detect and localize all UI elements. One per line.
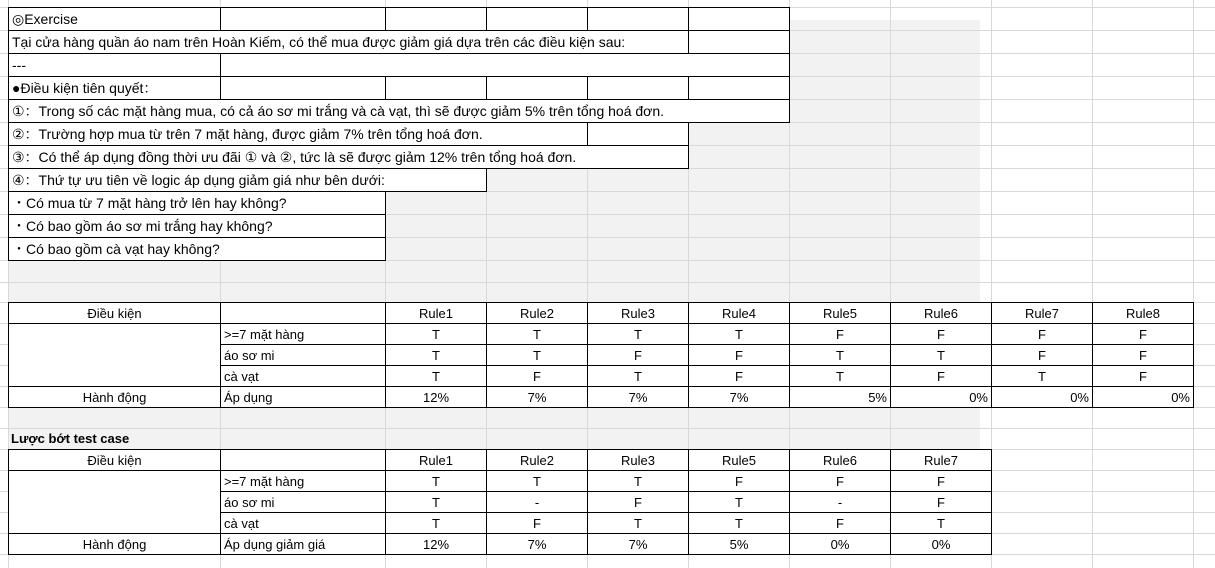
empty-cell[interactable] <box>688 76 790 100</box>
action-header-text: Hành động <box>82 536 147 552</box>
action-header-text: Hành động <box>82 389 147 405</box>
action-value-text: 0% <box>830 536 850 552</box>
condition-value-text: - <box>534 494 540 510</box>
condition-value-text: T <box>432 515 440 531</box>
condition-value-text: F <box>1038 347 1046 363</box>
condition-value[interactable] <box>688 491 790 513</box>
priority-item-text: ・Có bao gồm cà vạt hay không? <box>12 241 220 257</box>
condition-value[interactable] <box>385 365 487 387</box>
action-value-text: 7% <box>628 536 648 552</box>
condition-value[interactable] <box>1092 323 1194 345</box>
table2-title-text: Lược bớt test case <box>11 431 130 446</box>
condition-label[interactable] <box>220 491 386 513</box>
empty-cell[interactable] <box>220 449 386 471</box>
empty-cell[interactable] <box>587 76 689 100</box>
condition-header[interactable] <box>8 449 221 471</box>
intro-text-text: Tại cửa hàng quần áo nam trên Hoàn Kiếm, có thể mua được giảm giá dựa trên các điều kiện sau: <box>12 34 626 50</box>
action-value[interactable] <box>587 386 689 408</box>
rule-2-text-text: ②：Trường hợp mua từ trên 7 mặt hàng, được giảm 7% trên tổng hoá đơn. <box>12 126 483 142</box>
condition-value-text: T <box>533 347 541 363</box>
condition-value-text: F <box>937 326 945 342</box>
action-label[interactable] <box>220 386 386 408</box>
action-value-text: 0% <box>1070 389 1089 405</box>
condition-value-text: F <box>937 494 945 510</box>
condition-value[interactable] <box>1092 344 1194 366</box>
condition-value[interactable] <box>486 491 588 513</box>
condition-value-text: T <box>432 368 440 384</box>
condition-value[interactable] <box>890 365 992 387</box>
condition-label-text: >=7 mặt hàng <box>224 326 305 342</box>
empty-cell[interactable] <box>220 76 386 100</box>
rule-2-text[interactable] <box>8 122 588 146</box>
action-header[interactable] <box>8 533 221 555</box>
condition-value-text: F <box>735 347 743 363</box>
condition-value[interactable] <box>486 512 588 534</box>
condition-value-text: T <box>634 326 642 342</box>
condition-value-text: F <box>735 473 743 489</box>
priority-item[interactable] <box>8 214 386 238</box>
condition-value-text: F <box>937 473 945 489</box>
condition-merged-cell[interactable] <box>8 323 221 387</box>
condition-value-text: F <box>533 368 541 384</box>
condition-value-text: F <box>533 515 541 531</box>
action-value[interactable] <box>991 386 1093 408</box>
condition-value[interactable] <box>688 512 790 534</box>
condition-value[interactable] <box>890 512 992 534</box>
rule-header-text: Rule3 <box>621 305 655 321</box>
empty-cell[interactable] <box>688 7 790 31</box>
condition-value[interactable] <box>789 323 891 345</box>
rule-4-text[interactable] <box>8 168 487 192</box>
condition-value-text: F <box>1038 326 1046 342</box>
rule-header[interactable] <box>789 449 891 471</box>
condition-value[interactable] <box>587 470 689 492</box>
condition-value-text: T <box>937 347 945 363</box>
empty-cell[interactable] <box>587 7 689 31</box>
empty-cell[interactable] <box>220 302 386 324</box>
rule-header[interactable] <box>587 302 689 324</box>
rule-header-text: Rule6 <box>924 305 958 321</box>
condition-value[interactable] <box>991 323 1093 345</box>
condition-value-text: T <box>735 326 743 342</box>
condition-value[interactable] <box>789 365 891 387</box>
empty-cell[interactable] <box>587 122 689 146</box>
intro-text[interactable] <box>8 30 689 54</box>
action-value[interactable] <box>385 533 487 555</box>
condition-value[interactable] <box>890 323 992 345</box>
condition-header-text: Điều kiện <box>87 305 142 321</box>
condition-value[interactable] <box>587 365 689 387</box>
action-value-text: 0% <box>1171 389 1190 405</box>
condition-value[interactable] <box>789 344 891 366</box>
condition-value[interactable] <box>587 512 689 534</box>
condition-value[interactable] <box>688 323 790 345</box>
condition-value-text: T <box>432 347 440 363</box>
condition-value[interactable] <box>991 365 1093 387</box>
action-value[interactable] <box>789 386 891 408</box>
separator-text-text: --- <box>12 57 26 73</box>
condition-value-text: T <box>937 515 945 531</box>
rule-header-text: Rule5 <box>722 452 756 468</box>
condition-value-text: F <box>1139 326 1147 342</box>
rule-header-text: Rule7 <box>924 452 958 468</box>
action-value[interactable] <box>486 386 588 408</box>
condition-label[interactable] <box>220 365 386 387</box>
rule-header-text: Rule1 <box>419 452 453 468</box>
condition-value-text: F <box>937 368 945 384</box>
condition-value[interactable] <box>789 491 891 513</box>
condition-value[interactable] <box>587 344 689 366</box>
rule-3-text-text: ③：Có thể áp dụng đồng thời ưu đãi ① và ②, tức là sẽ được giảm 12% trên tổng hoá đơn. <box>12 149 577 165</box>
action-value-text: 12% <box>422 389 450 405</box>
prereq-heading-text: ●Điều kiện tiên quyết： <box>12 80 158 96</box>
condition-value[interactable] <box>385 344 487 366</box>
condition-value-text: - <box>837 494 843 510</box>
rule-header-text: Rule5 <box>823 305 857 321</box>
rule-header[interactable] <box>688 302 790 324</box>
condition-label-text: cà vạt <box>224 515 259 531</box>
condition-value-text: T <box>634 473 642 489</box>
condition-value-text: T <box>533 473 541 489</box>
condition-value[interactable] <box>486 344 588 366</box>
rule-header[interactable] <box>688 449 790 471</box>
rule-4-text-text: ④：Thứ tự ưu tiên về logic áp dụng giảm giá như bên dưới: <box>12 172 385 188</box>
rule-header-text: Rule4 <box>722 305 756 321</box>
rule-header[interactable] <box>789 302 891 324</box>
condition-value[interactable] <box>486 323 588 345</box>
condition-value[interactable] <box>991 344 1093 366</box>
rule-header[interactable] <box>385 449 487 471</box>
action-header[interactable] <box>8 386 221 408</box>
condition-value-text: T <box>1038 368 1046 384</box>
table2-title[interactable] <box>8 428 308 449</box>
action-value-text: 7% <box>628 389 648 405</box>
condition-value-text: T <box>634 368 642 384</box>
condition-value-text: T <box>432 494 440 510</box>
condition-value[interactable] <box>486 365 588 387</box>
action-value[interactable] <box>587 533 689 555</box>
action-label[interactable] <box>220 533 386 555</box>
condition-value[interactable] <box>688 365 790 387</box>
condition-value[interactable] <box>688 344 790 366</box>
rule-header[interactable] <box>991 302 1093 324</box>
rule-1-text[interactable] <box>8 99 790 123</box>
condition-label[interactable] <box>220 470 386 492</box>
condition-header-text: Điều kiện <box>87 452 142 468</box>
rule-3-text[interactable] <box>8 145 689 169</box>
condition-value-text: T <box>836 368 844 384</box>
condition-header[interactable] <box>8 302 221 324</box>
condition-value[interactable] <box>486 470 588 492</box>
prereq-heading[interactable] <box>8 76 221 100</box>
condition-value[interactable] <box>789 470 891 492</box>
empty-cell[interactable] <box>486 76 588 100</box>
action-value[interactable] <box>688 386 790 408</box>
exercise-title-text: ◎Exercise <box>12 11 78 27</box>
condition-value[interactable] <box>789 512 891 534</box>
priority-item[interactable] <box>8 237 386 261</box>
condition-value[interactable] <box>890 470 992 492</box>
empty-cell[interactable] <box>385 7 487 31</box>
condition-label-text: áo sơ mi <box>224 494 275 510</box>
condition-value[interactable] <box>890 344 992 366</box>
condition-value-text: T <box>432 326 440 342</box>
condition-value-text: F <box>634 347 642 363</box>
action-value-text: 7% <box>527 389 547 405</box>
action-label-text: Áp dụng giảm giá <box>224 536 326 552</box>
action-value[interactable] <box>385 386 487 408</box>
action-value[interactable] <box>890 386 992 408</box>
condition-value-text: T <box>533 326 541 342</box>
action-value[interactable] <box>789 533 891 555</box>
condition-label[interactable] <box>220 512 386 534</box>
action-value-text: 5% <box>868 389 887 405</box>
rule-header[interactable] <box>1092 302 1194 324</box>
rule-header-text: Rule7 <box>1025 305 1059 321</box>
empty-cell[interactable] <box>688 30 790 54</box>
exercise-title[interactable] <box>8 7 221 31</box>
rule-header-text: Rule8 <box>1126 305 1160 321</box>
condition-label[interactable] <box>220 323 386 345</box>
condition-value-text: T <box>432 473 440 489</box>
condition-label-text: cà vạt <box>224 368 259 384</box>
condition-value-text: F <box>836 326 844 342</box>
action-value-text: 12% <box>422 536 450 552</box>
rule-header-text: Rule3 <box>621 452 655 468</box>
action-label-text: Áp dụng <box>224 389 273 405</box>
action-value[interactable] <box>1092 386 1194 408</box>
rule-1-text-text: ①：Trong số các mặt hàng mua, có cả áo sơ mi trắng và cà vạt, thì sẽ được giảm 5% trên tổng hoá đơn. <box>12 103 665 119</box>
action-value-text: 0% <box>931 536 951 552</box>
condition-value-text: T <box>836 347 844 363</box>
rule-header-text: Rule2 <box>520 305 554 321</box>
condition-value-text: F <box>836 473 844 489</box>
condition-merged-cell[interactable] <box>8 470 221 534</box>
action-value[interactable] <box>688 533 790 555</box>
condition-value-text: F <box>735 368 743 384</box>
rule-header[interactable] <box>890 302 992 324</box>
priority-item-text: ・Có mua từ 7 mặt hàng trở lên hay không? <box>12 195 287 211</box>
condition-value-text: T <box>735 515 743 531</box>
condition-value[interactable] <box>587 323 689 345</box>
action-value-text: 7% <box>527 536 547 552</box>
rule-header[interactable] <box>486 449 588 471</box>
action-value-text: 0% <box>969 389 988 405</box>
empty-cell[interactable] <box>220 53 790 77</box>
rule-header-text: Rule6 <box>823 452 857 468</box>
empty-cell[interactable] <box>486 7 588 31</box>
rule-header[interactable] <box>890 449 992 471</box>
condition-value-text: F <box>1139 368 1147 384</box>
rule-header[interactable] <box>587 449 689 471</box>
condition-label-text: áo sơ mi <box>224 347 275 363</box>
action-value-text: 7% <box>729 389 749 405</box>
condition-value-text: F <box>634 494 642 510</box>
action-value-text: 5% <box>729 536 749 552</box>
priority-item[interactable] <box>8 191 386 215</box>
condition-value[interactable] <box>890 491 992 513</box>
rule-header-text: Rule2 <box>520 452 554 468</box>
action-value[interactable] <box>486 533 588 555</box>
empty-cell[interactable] <box>220 7 386 31</box>
condition-value-text: F <box>836 515 844 531</box>
condition-value[interactable] <box>385 470 487 492</box>
condition-label-text: >=7 mặt hàng <box>224 473 305 489</box>
condition-value[interactable] <box>385 512 487 534</box>
condition-value[interactable] <box>1092 365 1194 387</box>
empty-cell[interactable] <box>385 76 487 100</box>
condition-value-text: T <box>735 494 743 510</box>
rule-header-text: Rule1 <box>419 305 453 321</box>
condition-value[interactable] <box>385 491 487 513</box>
rule-header[interactable] <box>385 302 487 324</box>
action-value[interactable] <box>890 533 992 555</box>
condition-label[interactable] <box>220 344 386 366</box>
condition-value-text: F <box>1139 347 1147 363</box>
condition-value[interactable] <box>587 491 689 513</box>
priority-item-text: ・Có bao gồm áo sơ mi trắng hay không? <box>12 218 273 234</box>
condition-value[interactable] <box>688 470 790 492</box>
condition-value-text: T <box>634 515 642 531</box>
separator-text[interactable] <box>8 53 221 77</box>
condition-value[interactable] <box>385 323 487 345</box>
rule-header[interactable] <box>486 302 588 324</box>
